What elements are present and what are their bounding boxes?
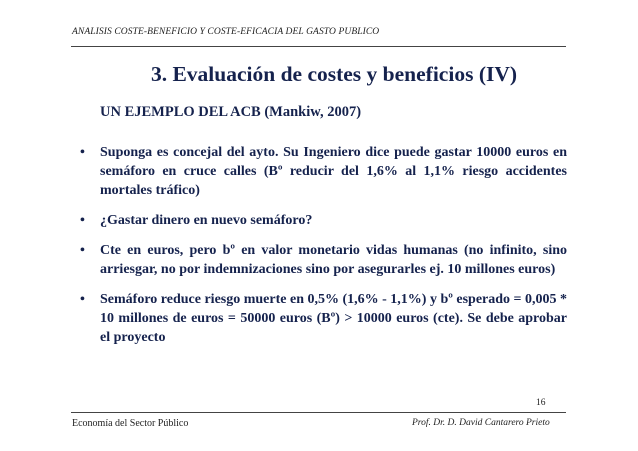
bullet-marker: • xyxy=(80,292,85,307)
footer-author: Prof. Dr. D. David Cantarero Prieto xyxy=(412,418,550,428)
bullet-text: Cte en euros, pero bº en valor monetario vidas humanas (no infinito, sino arriesgar, no por indemnizaciones sino por asegurarles ej. 10 millones euros) xyxy=(100,243,567,277)
bullet-item xyxy=(80,143,567,200)
bullet-item xyxy=(80,241,567,279)
bullet-text: Suponga es concejal del ayto. Su Ingeniero dice puede gastar 10000 euros en semáforo en cruce calles (Bº reducir del 1,6% al 1,1% riesgo accidentes mortales tráfico) xyxy=(100,145,567,198)
bullet-marker: • xyxy=(80,213,85,228)
bullet-text: Semáforo reduce riesgo muerte en 0,5% (1,6% - 1,1%) y bº esperado = 0,005 * 10 millones de euros = 50000 euros (Bº) > 10000 euros (cte). Se debe aprobar el proyecto xyxy=(100,292,568,345)
bullet-marker: • xyxy=(80,243,85,258)
bullet-marker: • xyxy=(80,145,85,160)
bullet-item xyxy=(80,211,567,230)
footer-course-name: Economía del Sector Público xyxy=(72,418,189,429)
header-divider xyxy=(71,46,566,47)
bullet-text: ¿Gastar dinero en nuevo semáforo? xyxy=(100,213,313,228)
slide-subtitle: UN EJEMPLO DEL ACB (Mankiw, 2007) xyxy=(100,104,362,120)
running-header: ANALISIS COSTE-BENEFICIO Y COSTE-EFICACIA DEL GASTO PUBLICO xyxy=(72,27,380,37)
bullet-list xyxy=(80,143,567,347)
page-number: 16 xyxy=(536,398,546,408)
slide-title: 3. Evaluación de costes y beneficios (IV) xyxy=(150,62,518,86)
footer-divider xyxy=(71,412,566,413)
bullet-item xyxy=(80,290,567,347)
